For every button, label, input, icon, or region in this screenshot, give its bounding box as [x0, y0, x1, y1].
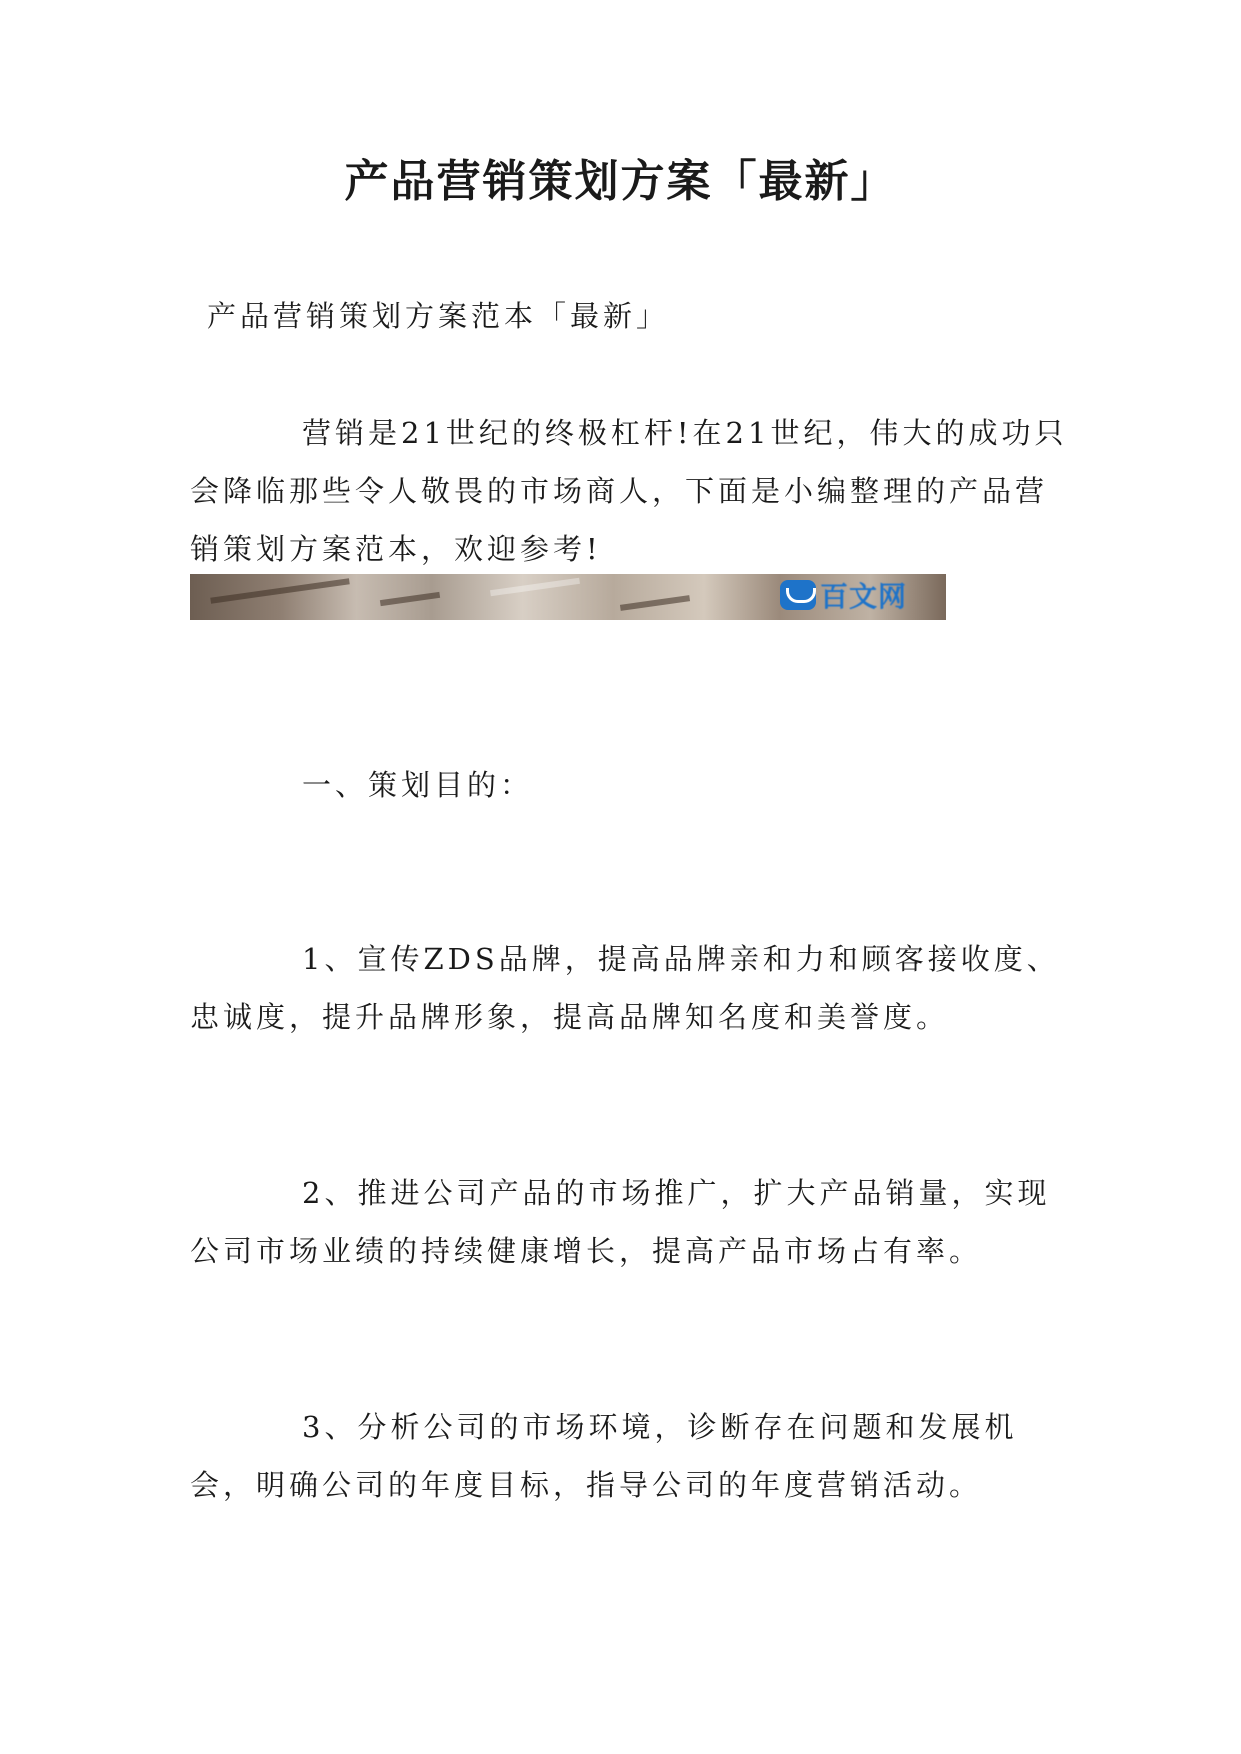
banner-logo-text: 百文网 — [820, 580, 908, 613]
section-heading: 一、策划目的： — [302, 768, 534, 802]
list-item: 3、分析公司的市场环境，诊断存在问题和发展机会，明确公司的年度目标，指导公司的年度营销活动。 — [190, 1410, 1018, 1502]
banner-image — [190, 574, 946, 620]
banner-logo — [780, 578, 907, 612]
intro-paragraph: 营销是21世纪的终极杠杆!在21世纪，伟大的成功只会降临那些令人敬畏的市场商人，下面是小编整理的产品营销策划方案范本，欢迎参考! — [190, 416, 1068, 566]
list-item: 2、推进公司产品的市场推广，扩大产品销量，实现公司市场业绩的持续健康增长，提高产品市场占有率。 — [190, 1176, 1051, 1268]
document-subtitle: 产品营销策划方案范本「最新」 — [207, 299, 670, 333]
bowen-logo-icon — [780, 580, 816, 610]
document-title: 产品营销策划方案「最新」 — [344, 156, 897, 207]
list-item: 1、宣传ZDS品牌，提高品牌亲和力和顾客接收度、忠诚度，提升品牌形象，提高品牌知名度和美誉度。 — [190, 942, 1060, 1034]
